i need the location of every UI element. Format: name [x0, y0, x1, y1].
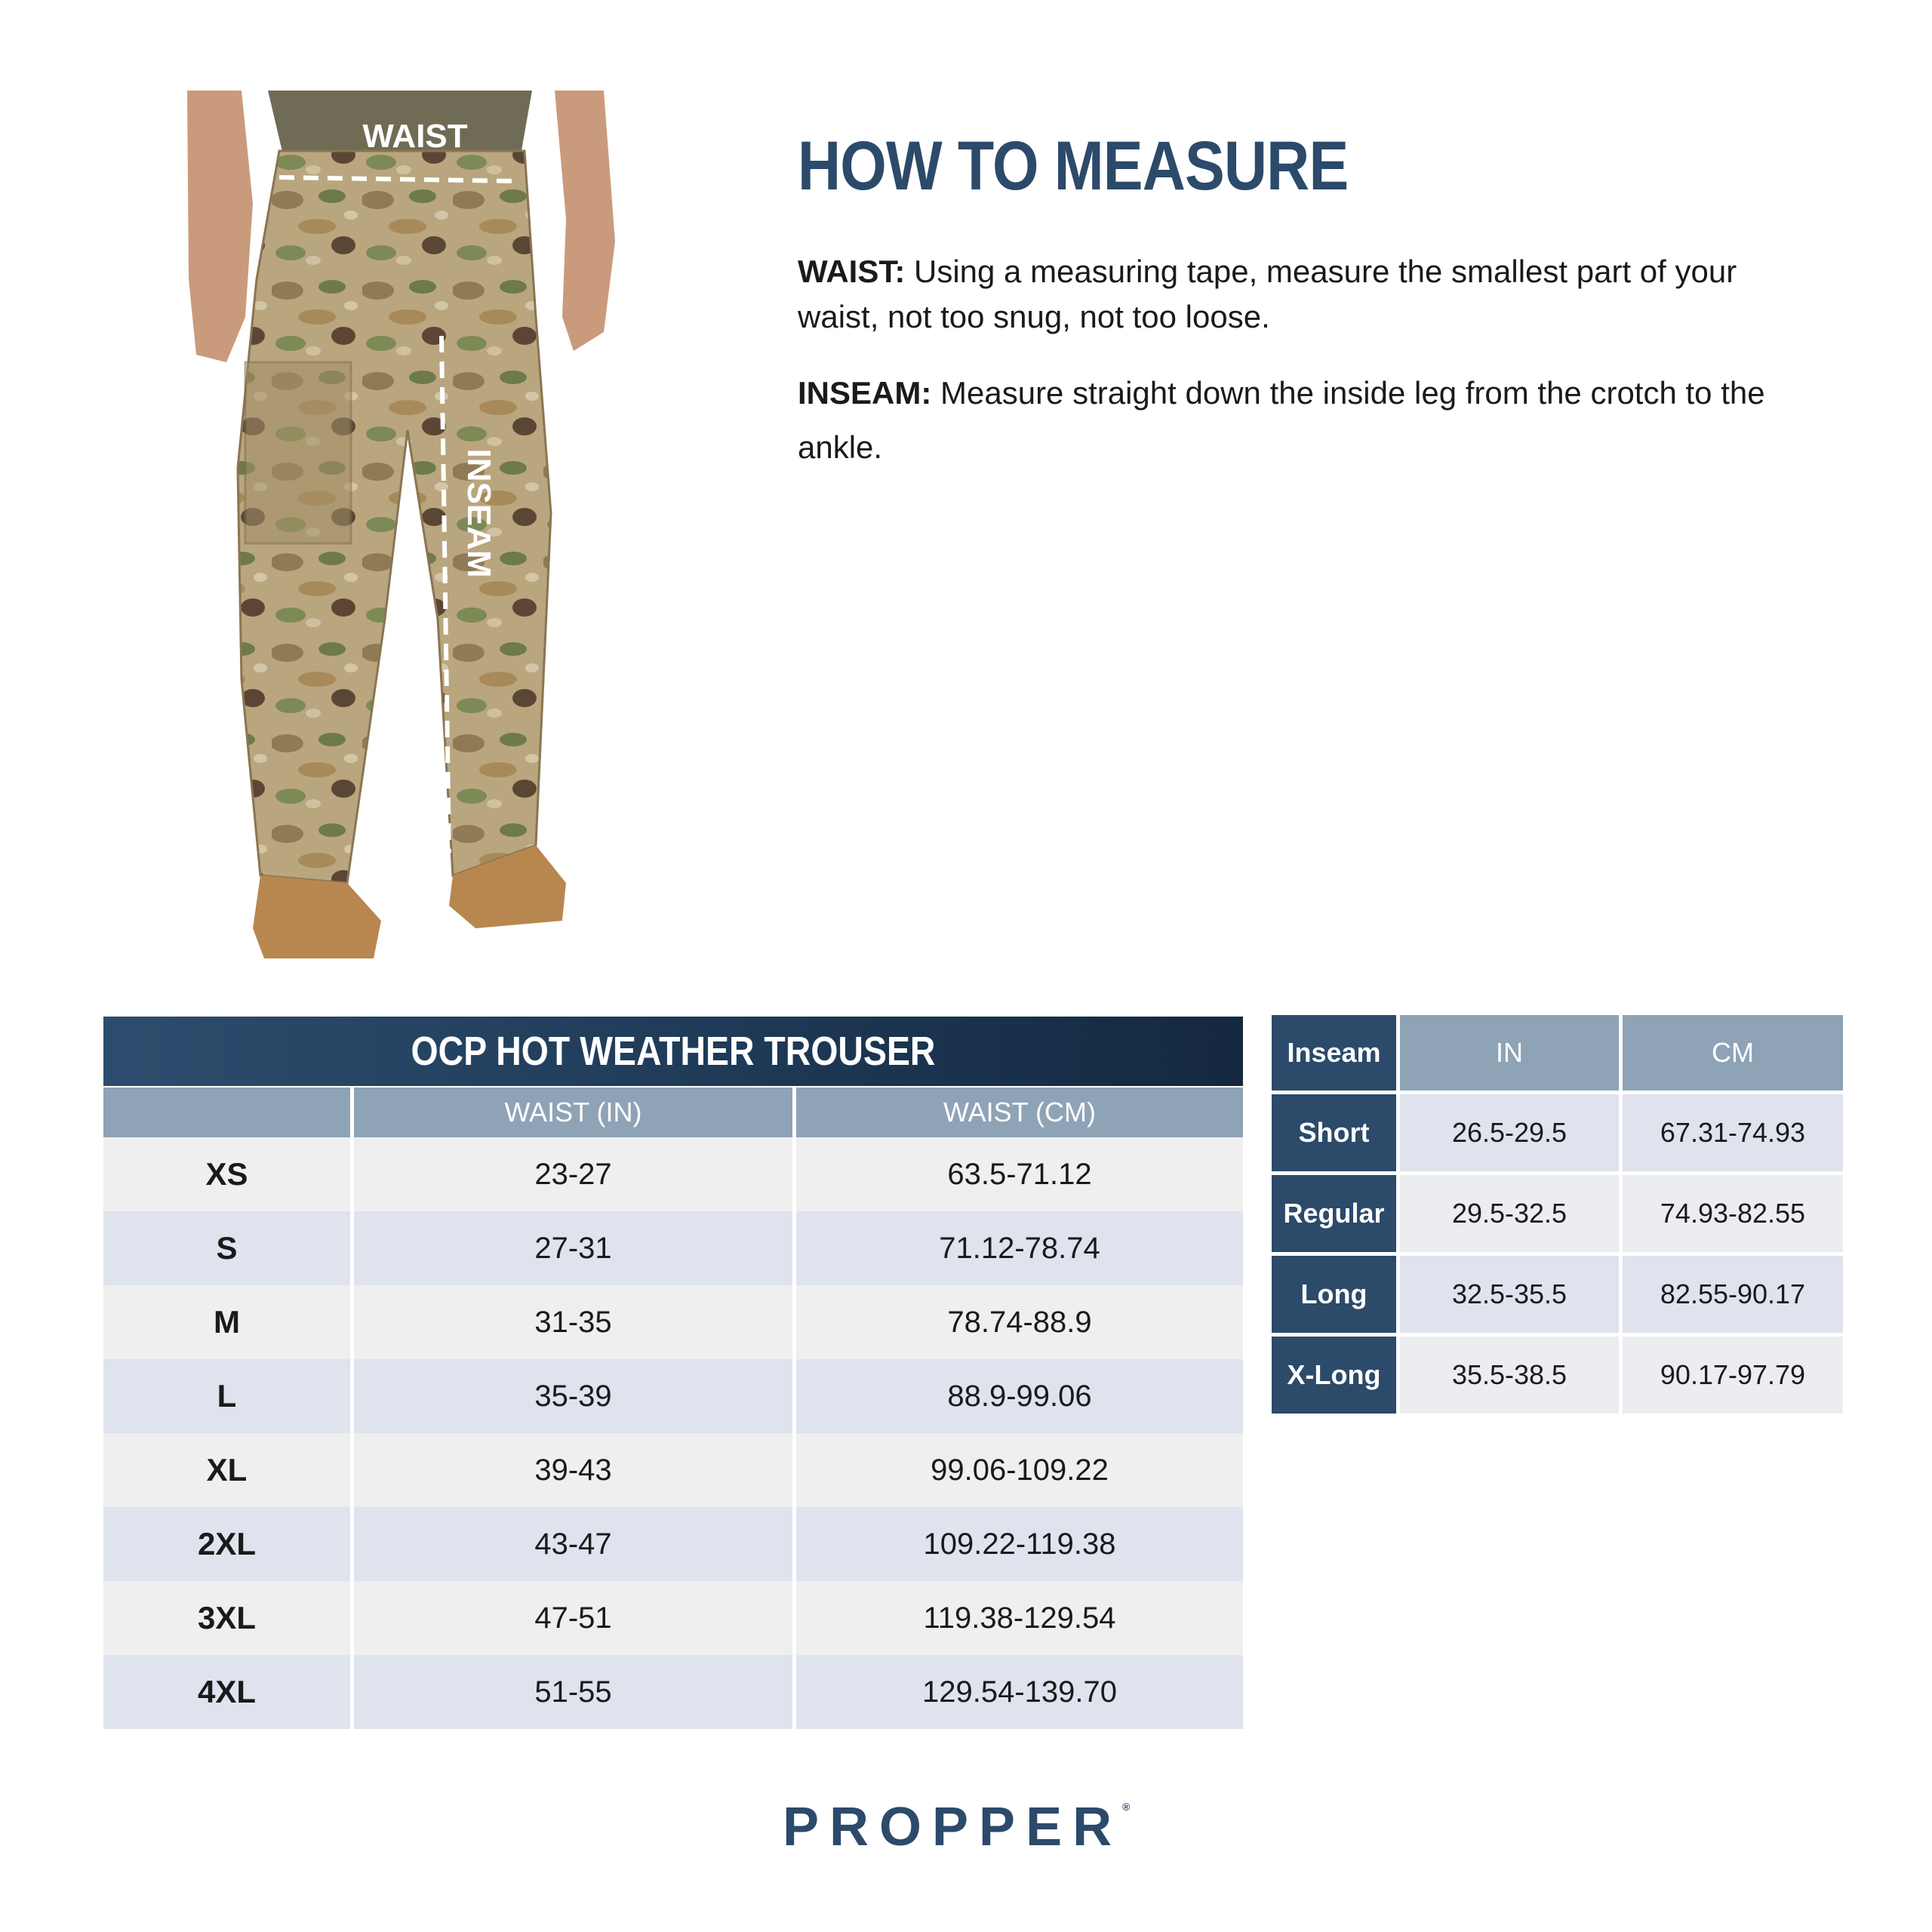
table-row: [1272, 1256, 1843, 1333]
table-row: [103, 1507, 1243, 1581]
inseam-in-cell: 32.5-35.5: [1400, 1256, 1623, 1333]
table-row: [1272, 1094, 1843, 1171]
inseam-cm-cell: 74.93-82.55: [1623, 1175, 1843, 1252]
size-cell: S: [103, 1211, 354, 1285]
waist-cm-cell: 129.54-139.70: [796, 1655, 1243, 1729]
size-table-title-text: OCP HOT WEATHER TROUSER: [411, 1029, 936, 1074]
inseam-label: INSEAM: [460, 448, 497, 578]
brand-logo: [783, 1796, 1130, 1858]
size-table-title: [103, 1017, 1243, 1086]
waist-label: WAIST: [362, 118, 468, 155]
size-cell: XS: [103, 1137, 354, 1211]
waist-instruction-text: Using a measuring tape, measure the smallest part of your waist, not too snug, not too loose.: [798, 254, 1737, 334]
waist-in-cell: 51-55: [354, 1655, 796, 1729]
size-header-waist-in: WAIST (IN): [354, 1088, 796, 1137]
inseam-table-header: [1272, 1015, 1843, 1091]
inseam-in-cell: 35.5-38.5: [1400, 1337, 1623, 1414]
table-row: [103, 1581, 1243, 1655]
waist-cm-cell: 78.74-88.9: [796, 1285, 1243, 1359]
waist-size-table: [103, 1017, 1243, 1729]
size-table-body: [103, 1137, 1243, 1729]
inseam-header-label: Inseam: [1272, 1015, 1400, 1091]
waist-in-cell: 43-47: [354, 1507, 796, 1581]
inseam-instruction: [798, 366, 1779, 475]
table-row: [103, 1359, 1243, 1433]
table-row: [1272, 1337, 1843, 1414]
inseam-cm-cell: 82.55-90.17: [1623, 1256, 1843, 1333]
size-cell: M: [103, 1285, 354, 1359]
inseam-length-cell: X-Long: [1272, 1337, 1400, 1414]
waist-instruction-label: WAIST:: [798, 254, 906, 289]
inseam-header-cm: CM: [1623, 1015, 1843, 1091]
inseam-cm-cell: 67.31-74.93: [1623, 1094, 1843, 1171]
inseam-header-in: IN: [1400, 1015, 1623, 1091]
size-cell: XL: [103, 1433, 354, 1507]
inseam-in-cell: 26.5-29.5: [1400, 1094, 1623, 1171]
size-table-header: [103, 1086, 1243, 1137]
inseam-size-table: [1272, 1015, 1843, 1414]
waist-in-cell: 27-31: [354, 1211, 796, 1285]
waist-in-cell: 39-43: [354, 1433, 796, 1507]
inseam-length-cell: Long: [1272, 1256, 1400, 1333]
size-header-blank: [103, 1088, 354, 1137]
brand-name: PROPPER: [783, 1797, 1123, 1857]
inseam-in-cell: 29.5-32.5: [1400, 1175, 1623, 1252]
table-row: [103, 1433, 1243, 1507]
registered-mark: ®: [1122, 1801, 1131, 1813]
waist-instruction: [798, 249, 1779, 340]
table-row: [103, 1285, 1243, 1359]
page-title: HOW TO MEASURE: [798, 128, 1349, 205]
size-cell: 2XL: [103, 1507, 354, 1581]
size-header-waist-cm: WAIST (CM): [796, 1088, 1243, 1137]
table-row: [103, 1655, 1243, 1729]
size-cell: 4XL: [103, 1655, 354, 1729]
waist-cm-cell: 88.9-99.06: [796, 1359, 1243, 1433]
waist-cm-cell: 119.38-129.54: [796, 1581, 1243, 1655]
waist-in-cell: 23-27: [354, 1137, 796, 1211]
inseam-instruction-label: INSEAM:: [798, 375, 932, 411]
size-cell: L: [103, 1359, 354, 1433]
inseam-table-body: [1272, 1094, 1843, 1414]
table-row: [103, 1137, 1243, 1211]
waist-in-cell: 35-39: [354, 1359, 796, 1433]
table-row: [1272, 1175, 1843, 1252]
waist-in-cell: 31-35: [354, 1285, 796, 1359]
inseam-instruction-text: Measure straight down the inside leg from the crotch to the ankle.: [798, 375, 1765, 465]
inseam-length-cell: Short: [1272, 1094, 1400, 1171]
waist-cm-cell: 71.12-78.74: [796, 1211, 1243, 1285]
table-row: [103, 1211, 1243, 1285]
inseam-length-cell: Regular: [1272, 1175, 1400, 1252]
waist-cm-cell: 63.5-71.12: [796, 1137, 1243, 1211]
waist-cm-cell: 109.22-119.38: [796, 1507, 1243, 1581]
trouser-measurement-illustration: [181, 91, 619, 981]
cargo-pocket: [245, 362, 351, 543]
waist-cm-cell: 99.06-109.22: [796, 1433, 1243, 1507]
waist-in-cell: 47-51: [354, 1581, 796, 1655]
inseam-cm-cell: 90.17-97.79: [1623, 1337, 1843, 1414]
left-arm: [187, 91, 253, 362]
right-arm: [555, 91, 615, 351]
size-cell: 3XL: [103, 1581, 354, 1655]
left-boot: [253, 875, 381, 958]
